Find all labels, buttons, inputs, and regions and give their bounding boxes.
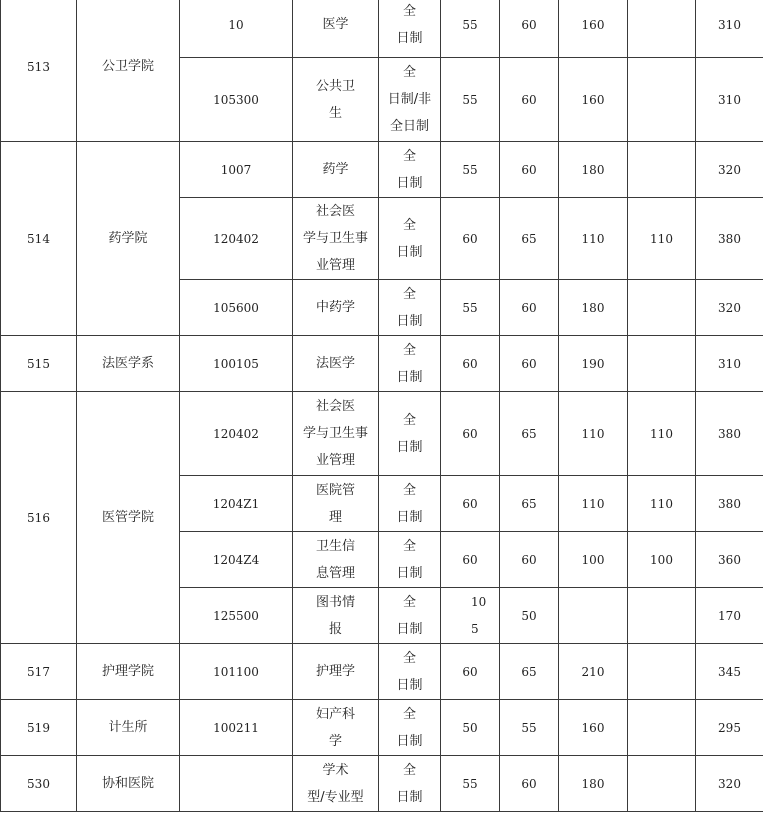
course2-score-cell: 110 (628, 476, 696, 532)
study-mode-cell: 全 日制/非 全日制 (379, 58, 441, 142)
study-mode-cell: 全 日制 (379, 0, 441, 58)
course1-score-cell: 100 (559, 532, 628, 588)
unit-name-cell: 护理学院 (77, 644, 180, 700)
study-mode-cell: 全 日制 (379, 588, 441, 644)
course1-score-cell: 190 (559, 336, 628, 392)
unit-name-cell: 计生所 (77, 700, 180, 756)
course2-score-cell (628, 700, 696, 756)
course1-score-cell: 180 (559, 280, 628, 336)
course2-score-cell (628, 644, 696, 700)
study-mode-cell: 全 日制 (379, 756, 441, 812)
major-name-cell: 卫生信 息管理 (293, 532, 379, 588)
total-score-cell: 310 (696, 336, 763, 392)
study-mode-cell: 全 日制 (379, 198, 441, 280)
major-name-cell: 药学 (293, 142, 379, 198)
major-name-cell: 中药学 (293, 280, 379, 336)
course1-score-cell: 180 (559, 142, 628, 198)
politics-score-cell: 60 (441, 476, 500, 532)
course2-score-cell: 100 (628, 532, 696, 588)
english-score-cell: 55 (500, 700, 559, 756)
course1-score-cell (559, 588, 628, 644)
table-row (1, 142, 763, 198)
total-score-cell: 310 (696, 0, 763, 58)
total-score-cell: 380 (696, 476, 763, 532)
politics-score-cell: 60 (441, 336, 500, 392)
major-code-cell: 1204Z1 (180, 476, 293, 532)
course1-score-cell: 210 (559, 644, 628, 700)
unit-name-cell: 医管学院 (77, 392, 180, 644)
major-name-cell: 社会医 学与卫生事 业管理 (293, 392, 379, 476)
politics-score-cell: 55 (441, 280, 500, 336)
course2-score-cell (628, 142, 696, 198)
major-code-cell (180, 756, 293, 812)
table-row (1, 336, 763, 392)
unit-name-cell: 法医学系 (77, 336, 180, 392)
english-score-cell: 60 (500, 142, 559, 198)
major-code-cell: 120402 (180, 392, 293, 476)
table-row (1, 644, 763, 700)
unit-name-cell: 药学院 (77, 142, 180, 336)
major-code-cell: 100105 (180, 336, 293, 392)
total-score-cell: 360 (696, 532, 763, 588)
study-mode-cell: 全 日制 (379, 700, 441, 756)
total-score-cell: 320 (696, 756, 763, 812)
study-mode-cell: 全 日制 (379, 476, 441, 532)
major-name-cell: 护理学 (293, 644, 379, 700)
english-score-cell: 65 (500, 476, 559, 532)
major-code-cell: 1007 (180, 142, 293, 198)
total-score-cell: 310 (696, 58, 763, 142)
course2-score-cell: 110 (628, 392, 696, 476)
english-score-cell: 60 (500, 336, 559, 392)
major-code-cell: 101100 (180, 644, 293, 700)
politics-score-cell: 55 (441, 142, 500, 198)
politics-score-cell: 55 (441, 0, 500, 58)
unit-code-cell: 530 (1, 756, 77, 812)
study-mode-cell: 全 日制 (379, 532, 441, 588)
study-mode-cell: 全 日制 (379, 142, 441, 198)
major-code-cell: 10 (180, 0, 293, 58)
major-name-cell: 妇产科 学 (293, 700, 379, 756)
study-mode-cell: 全 日制 (379, 280, 441, 336)
course1-score-cell: 160 (559, 700, 628, 756)
total-score-cell: 170 (696, 588, 763, 644)
total-score-cell: 380 (696, 392, 763, 476)
major-code-cell: 105300 (180, 58, 293, 142)
major-name-cell: 医学 (293, 0, 379, 58)
table-row (1, 756, 763, 812)
major-code-cell: 100211 (180, 700, 293, 756)
course1-score-cell: 160 (559, 0, 628, 58)
table-row (1, 700, 763, 756)
politics-score-cell: 60 (441, 532, 500, 588)
total-score-cell: 295 (696, 700, 763, 756)
english-score-cell: 60 (500, 756, 559, 812)
course2-score-cell (628, 756, 696, 812)
politics-score-cell: 60 (441, 392, 500, 476)
course1-score-cell: 110 (559, 476, 628, 532)
course2-score-cell (628, 0, 696, 58)
unit-code-cell: 519 (1, 700, 77, 756)
course2-score-cell (628, 336, 696, 392)
study-mode-cell: 全 日制 (379, 336, 441, 392)
english-score-cell: 60 (500, 280, 559, 336)
english-score-cell: 60 (500, 58, 559, 142)
politics-score-cell: 55 (441, 756, 500, 812)
major-name-cell: 图书情 报 (293, 588, 379, 644)
english-score-cell: 65 (500, 392, 559, 476)
major-name-cell: 社会医 学与卫生事 业管理 (293, 198, 379, 280)
unit-code-cell: 514 (1, 142, 77, 336)
english-score-cell: 60 (500, 532, 559, 588)
study-mode-cell: 全 日制 (379, 392, 441, 476)
course1-score-cell: 110 (559, 198, 628, 280)
major-code-cell: 1204Z4 (180, 532, 293, 588)
unit-name-cell: 协和医院 (77, 756, 180, 812)
unit-code-cell: 515 (1, 336, 77, 392)
unit-name-cell: 公卫学院 (77, 0, 180, 142)
course1-score-cell: 180 (559, 756, 628, 812)
course1-score-cell: 160 (559, 58, 628, 142)
politics-score-cell: 60 (441, 198, 500, 280)
total-score-cell: 320 (696, 142, 763, 198)
course2-score-cell (628, 588, 696, 644)
politics-score-cell: 55 (441, 58, 500, 142)
unit-code-cell: 517 (1, 644, 77, 700)
politics-score-cell: 60 (441, 644, 500, 700)
politics-score-cell: 10 5 (441, 588, 500, 644)
major-name-cell: 法医学 (293, 336, 379, 392)
major-name-cell: 公共卫 生 (293, 58, 379, 142)
english-score-cell: 65 (500, 198, 559, 280)
english-score-cell: 65 (500, 644, 559, 700)
major-code-cell: 120402 (180, 198, 293, 280)
table-row (1, 0, 763, 58)
major-name-cell: 医院管 理 (293, 476, 379, 532)
unit-code-cell: 516 (1, 392, 77, 644)
english-score-cell: 60 (500, 0, 559, 58)
course2-score-cell (628, 280, 696, 336)
course2-score-cell (628, 58, 696, 142)
politics-score-cell: 50 (441, 700, 500, 756)
major-name-cell: 学术 型/专业型 (293, 756, 379, 812)
course1-score-cell: 110 (559, 392, 628, 476)
total-score-cell: 345 (696, 644, 763, 700)
table-row (1, 392, 763, 476)
major-code-cell: 125500 (180, 588, 293, 644)
study-mode-cell: 全 日制 (379, 644, 441, 700)
total-score-cell: 380 (696, 198, 763, 280)
total-score-cell: 320 (696, 280, 763, 336)
course2-score-cell: 110 (628, 198, 696, 280)
major-code-cell: 105600 (180, 280, 293, 336)
english-score-cell: 50 (500, 588, 559, 644)
unit-code-cell: 513 (1, 0, 77, 142)
